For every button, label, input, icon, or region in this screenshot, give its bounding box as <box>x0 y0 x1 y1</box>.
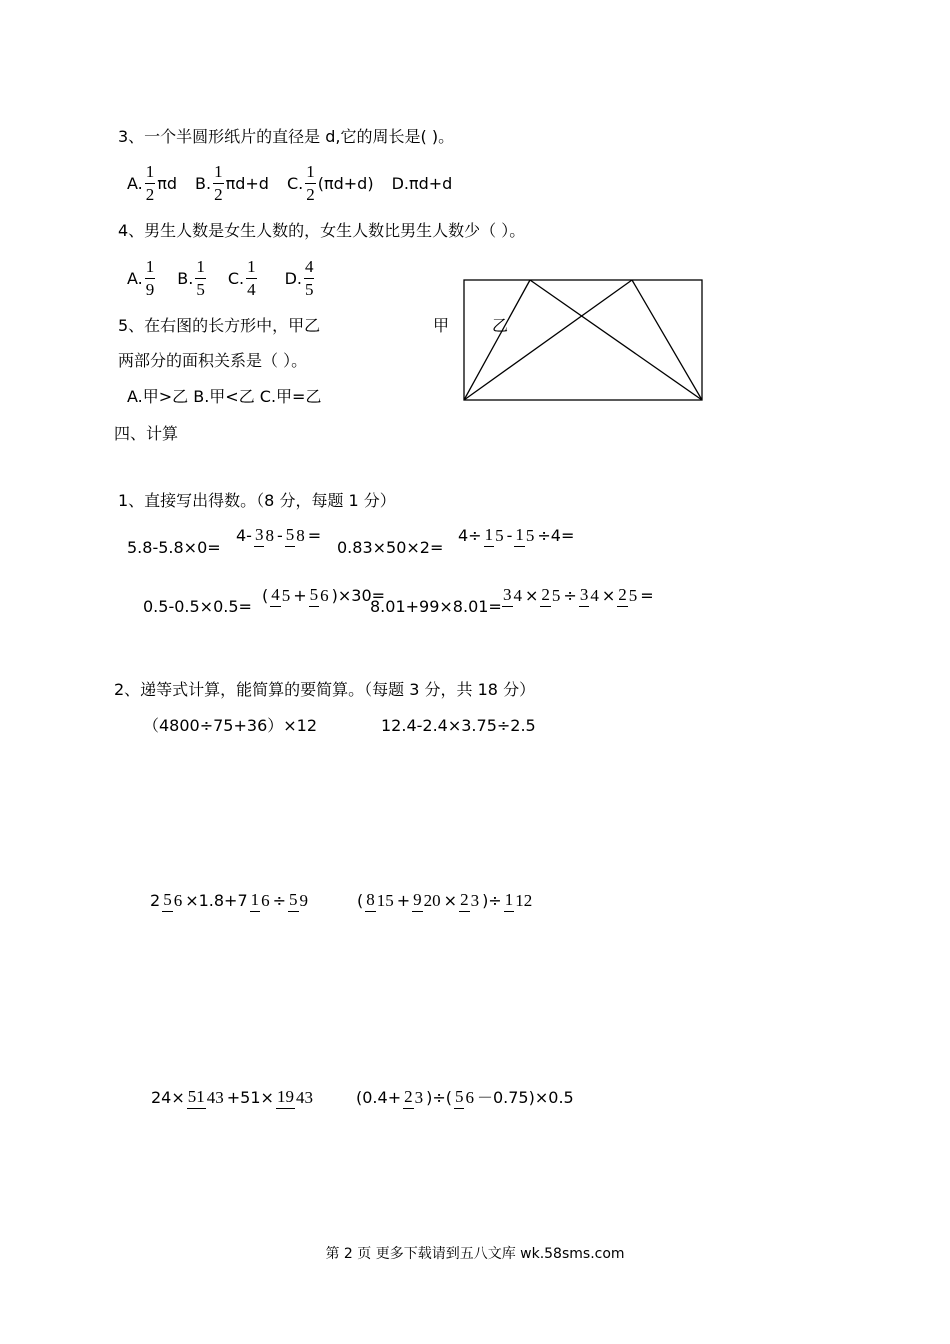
fraction: 1 9 <box>145 257 155 299</box>
q4-option-label: D. <box>284 268 302 288</box>
fraction: 5 6 <box>309 584 330 607</box>
fraction: 3 4 <box>502 584 523 607</box>
fraction: 5 6 <box>454 1086 475 1109</box>
fraction: 3 8 <box>254 524 275 547</box>
q4-option-d[interactable] <box>285 256 317 301</box>
q3-option-b-text: πd+d <box>225 173 269 193</box>
calc1-r2-e3: 8.01+99×8.01= <box>370 597 502 616</box>
q4-option-a[interactable] <box>127 256 157 301</box>
fraction: 3 4 <box>579 584 600 607</box>
figure-line <box>464 280 530 400</box>
calc2-problem-1: （4800÷75+36）×12 <box>143 716 318 735</box>
fraction: 2 5 <box>540 584 561 607</box>
fraction: 5 9 <box>288 889 309 912</box>
q5-stem-line2: 两部分的面积关系是（ ）。 <box>118 351 308 370</box>
fraction: 1 4 <box>247 257 256 299</box>
calc2-problem-6: (0.4+ 2 3 )÷( 5 6 －0.75)×0.5 <box>356 1086 574 1109</box>
calc2-problem-4: ( 8 15 + 9 20 × 2 3 )÷ 1 12 <box>357 889 535 912</box>
figure-line <box>464 280 632 400</box>
calc2-problem-3: 2 5 6 ×1.8+7 1 6 ÷ 5 9 <box>150 889 311 912</box>
q4-options <box>127 256 316 301</box>
fraction: 1 6 <box>250 889 271 912</box>
q5-figure-label-yi: 乙 <box>492 316 509 335</box>
fraction: 1 2 <box>214 162 223 204</box>
q3-option-b-label: B. <box>195 173 212 193</box>
calc2-problem-2: 12.4-2.4×3.75÷2.5 <box>381 716 536 735</box>
q3-option-b[interactable] <box>195 161 269 206</box>
calc1-r1-e2: 4- 3 8 - 5 8 = <box>236 524 321 547</box>
fraction: 1 2 <box>145 162 155 204</box>
calc1-r2-e4: 3 4 × 2 5 ÷ 3 4 × 2 5 = <box>500 584 654 607</box>
calc1-title: 1、直接写出得数。（8 分，每题 1 分） <box>118 491 396 510</box>
fraction: 19 43 <box>276 1086 314 1109</box>
q5-stem-line1: 5、在右图的长方形中，甲乙 <box>118 316 321 335</box>
q4-option-c[interactable] <box>228 256 259 301</box>
q3-option-d[interactable]: D.πd+d <box>391 173 453 193</box>
fraction: 1 5 <box>196 257 205 299</box>
fraction: 5 6 <box>162 889 183 912</box>
q4-option-label: C. <box>227 268 245 288</box>
fraction: 1 5 <box>514 524 535 547</box>
fraction: 1 12 <box>504 889 534 912</box>
page-footer: 第 2 页 更多下载请到五八文库 wk.58sms.com <box>325 1246 625 1262</box>
fraction: 2 5 <box>617 584 638 607</box>
section-title: 四、计算 <box>114 424 179 443</box>
q4-option-b[interactable] <box>177 256 208 301</box>
q5-figure-label-jia: 甲 <box>433 316 450 335</box>
fraction: 4 5 <box>304 257 314 299</box>
q5-rectangle-figure <box>460 276 708 406</box>
fraction: 5 8 <box>285 524 306 547</box>
figure-line <box>632 280 702 400</box>
q3-option-c[interactable] <box>287 161 374 206</box>
q3-option-a[interactable] <box>127 161 177 206</box>
fraction: 2 3 <box>403 1086 424 1109</box>
q4-stem: 4、男生人数是女生人数的，女生人数比男生人数少（ ）。 <box>118 221 526 240</box>
q4-option-label: A. <box>127 268 143 288</box>
fraction: 1 5 <box>484 524 505 547</box>
calc2-problem-5: 24× 51 43 +51× 19 43 <box>151 1086 316 1109</box>
calc2-title: 2、递等式计算，能简算的要简算。（每题 3 分，共 18 分） <box>114 680 536 699</box>
q5-options[interactable]: A.甲>乙 B.甲<乙 C.甲=乙 <box>127 387 322 406</box>
fraction: 9 20 <box>412 889 442 912</box>
q3-options <box>127 161 452 206</box>
calc1-r2-e1: 0.5-0.5×0.5= <box>143 597 252 616</box>
fraction: 1 2 <box>306 162 315 204</box>
fraction: 8 15 <box>365 889 395 912</box>
calc1-r1-e3: 0.83×50×2= <box>337 538 444 557</box>
calc1-r1-e1: 5.8-5.8×0= <box>127 538 221 557</box>
fraction: 4 5 <box>270 584 291 607</box>
q3-option-a-label: A. <box>127 173 143 193</box>
q3-option-c-label: C. <box>286 173 304 193</box>
fraction: 51 43 <box>187 1086 225 1109</box>
fraction: 2 3 <box>459 889 480 912</box>
q4-option-label: B. <box>177 268 194 288</box>
calc1-r2-e2: ( 4 5 + 5 6 )×30= <box>262 584 385 607</box>
q3-option-c-text: (πd+d) <box>317 173 374 193</box>
q3-stem: 3、一个半圆形纸片的直径是 d,它的周长是( )。 <box>118 127 455 146</box>
figure-line <box>530 280 702 400</box>
calc1-r1-e4: 4÷ 1 5 - 1 5 ÷4= <box>458 524 574 547</box>
q3-option-a-text: πd <box>157 173 178 193</box>
